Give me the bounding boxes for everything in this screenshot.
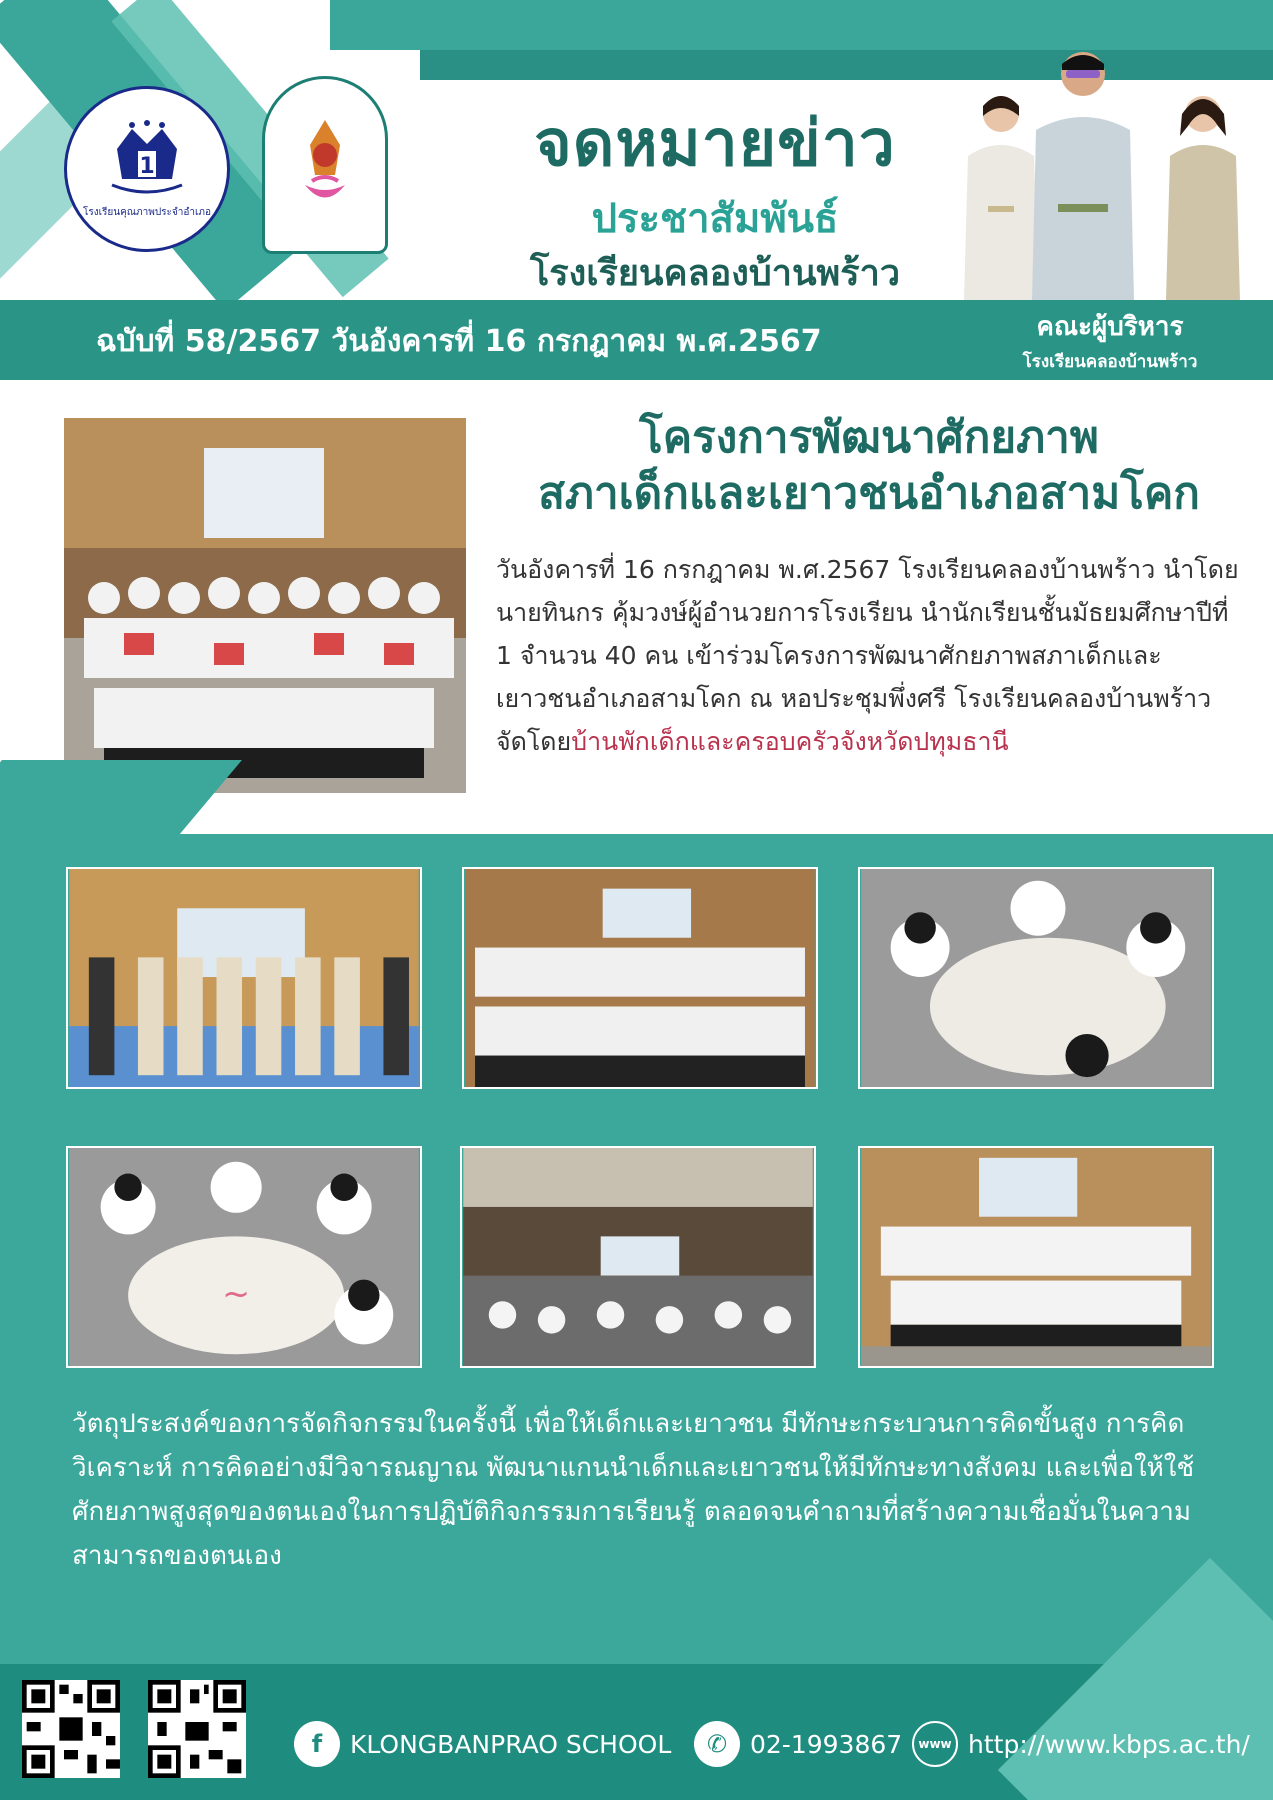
executives-sublabel: โรงเรียนคลองบ้านพร้าว: [1022, 352, 1198, 372]
globe-icon: www: [912, 1721, 958, 1767]
activity-photo: [66, 867, 422, 1089]
article-text: วันอังคารที่ 16 กรกฎาคม พ.ศ.2567 โรงเรียนคลองบ้านพร้าว นำโดย นายทินกร คุ้มวงษ์ผู้อำนวยการโรงเรียน นำนักเรียนชั้นมัธยมศึกษาปีที่ 1 จำนวน 40 คน เข้าร่วมโครงการพัฒนาศักยภาพสภาเด็กและเยาวชนอำเภอสามโคก ณ หอประชุมพึ่งศรี โรงเรียนคลองบ้านพร้าว จัดโดย: [496, 555, 1239, 756]
executives-label: คณะผู้บริหาร: [1036, 312, 1184, 342]
phone-contact[interactable]: [694, 1720, 902, 1768]
decor-stripe: [420, 50, 1273, 80]
facebook-icon: f: [294, 1721, 340, 1767]
website-link[interactable]: [912, 1720, 1250, 1768]
emblem-icon: [290, 115, 360, 215]
activity-photo: [858, 867, 1214, 1089]
article-title-line: โครงการพัฒนาศักยภาพ: [639, 412, 1099, 463]
crown-icon: [102, 119, 192, 199]
activity-photo: [460, 1146, 816, 1368]
organizer-name: บ้านพักเด็กและครอบครัวจังหวัดปทุมธานี: [571, 727, 1009, 756]
svg-text:~: ~: [222, 1274, 251, 1314]
activity-photo: [66, 1146, 422, 1368]
facebook-link[interactable]: [294, 1720, 671, 1768]
newsletter-title: จดหมายข่าว: [534, 107, 896, 181]
executive-photo: [1028, 34, 1138, 300]
qr-code[interactable]: [148, 1680, 246, 1778]
article-body: [496, 548, 1242, 763]
phone-icon: ✆: [694, 1721, 740, 1767]
facebook-text: KLONGBANPRAO SCHOOL: [350, 1729, 672, 1759]
phone-text: 02-1993867: [750, 1729, 903, 1759]
main-group-photo: [64, 418, 466, 793]
activity-photo: [462, 867, 818, 1089]
activity-photo: [858, 1146, 1214, 1368]
quality-school-logo: [64, 86, 230, 252]
executive-photo: [1160, 86, 1246, 300]
newsletter-subtitle: ประชาสัมพันธ์: [591, 196, 839, 242]
issue-date: ฉบับที่ 58/2567 วันอังคารที่ 16 กรกฎาคม พ.ศ.2567: [96, 324, 822, 359]
qr-code[interactable]: [22, 1680, 120, 1778]
logo-caption: โรงเรียนคุณภาพประจำอำเภอ: [82, 206, 212, 218]
objective-text: วัตถุประสงค์ของการจัดกิจกรรมในครั้งนี้ เพื่อให้เด็กและเยาวชน มีทักษะกระบวนการคิดขั้นสูง การคิดวิเคราะห์ การคิดอย่างมีวิจารณญาณ พัฒนาแกนนำเด็กและเยาวชนให้มีทักษะทางสังคม และเพื่อให้ใช้ศักยภาพสูงสุดของตนเองในการปฏิบัติกิจกรรมการเรียนรู้ ตลอดจนคำถามที่สร้างความเชื่อมั่นในความสามารถของตนเอง: [72, 1409, 1195, 1571]
article-title-line: สภาเด็กและเยาวชนอำเภอสามโคก: [538, 468, 1200, 519]
website-text: http://www.kbps.ac.th/: [968, 1729, 1250, 1759]
school-name: โรงเรียนคลองบ้านพร้าว: [529, 253, 901, 294]
svg-text:1: 1: [139, 153, 155, 179]
school-emblem-logo: [262, 76, 388, 254]
article-title: [496, 410, 1242, 522]
